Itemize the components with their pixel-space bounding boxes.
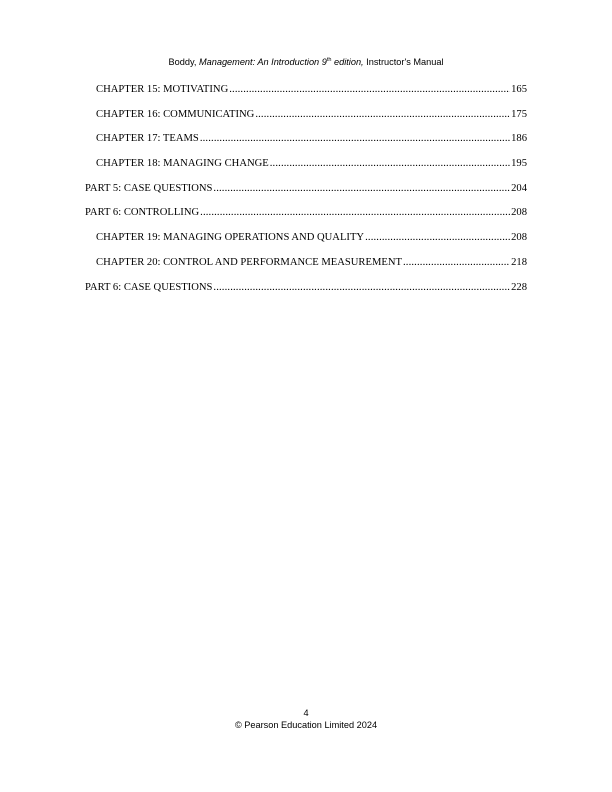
toc-dot-leader xyxy=(229,83,510,97)
toc-dot-leader xyxy=(200,206,510,220)
toc-entry-title: CHAPTER 17: TEAMS xyxy=(96,133,199,145)
toc-entry-page-number: 228 xyxy=(511,281,527,293)
toc-entry-title: PART 6: CASE QUESTIONS xyxy=(85,281,213,293)
toc-entry[interactable] xyxy=(85,157,527,182)
toc-entry[interactable] xyxy=(85,206,527,231)
toc-dot-leader xyxy=(200,132,510,146)
toc-entry-page-number: 186 xyxy=(511,133,527,145)
toc-dot-leader xyxy=(255,108,510,122)
toc-entry-page-number: 208 xyxy=(511,207,527,219)
toc-entry-page-number: 208 xyxy=(511,232,527,244)
header-edition-superscript: th xyxy=(326,57,332,63)
toc-entry[interactable] xyxy=(85,182,527,207)
header-book-title: Management: An Introduction 9 xyxy=(198,57,327,67)
toc-entry-page-number: 195 xyxy=(511,158,527,170)
toc-entry-page-number: 204 xyxy=(511,182,527,194)
page-footer xyxy=(0,708,612,731)
toc-entry[interactable] xyxy=(85,108,527,133)
table-of-contents xyxy=(85,83,527,305)
toc-entry-page-number: 218 xyxy=(511,256,527,268)
toc-dot-leader xyxy=(213,281,510,295)
page-number: 4 xyxy=(303,708,309,718)
toc-entry-title: CHAPTER 16: COMMUNICATING xyxy=(96,108,255,120)
toc-entry-title: PART 6: CONTROLLING xyxy=(85,207,200,219)
toc-entry-title: CHAPTER 15: MOTIVATING xyxy=(96,84,229,95)
toc-entry[interactable] xyxy=(85,281,527,306)
copyright-notice: © Pearson Education Limited 2024 xyxy=(234,719,378,730)
header-author: Boddy, xyxy=(168,57,199,67)
toc-entry-page-number: 165 xyxy=(511,84,527,95)
toc-dot-leader xyxy=(213,182,510,196)
toc-entry-title: CHAPTER 20: CONTROL AND PERFORMANCE MEASUREMENT xyxy=(96,256,402,268)
toc-entry-title: PART 5: CASE QUESTIONS xyxy=(85,182,213,194)
toc-entry[interactable] xyxy=(85,83,527,108)
toc-entry-title: CHAPTER 18: MANAGING CHANGE xyxy=(96,158,269,170)
header-edition: edition, xyxy=(331,57,364,67)
toc-dot-leader xyxy=(403,256,510,270)
toc-entry-title: CHAPTER 19: MANAGING OPERATIONS AND QUALITY xyxy=(96,232,365,244)
toc-dot-leader xyxy=(365,231,510,245)
running-header xyxy=(0,56,612,68)
toc-dot-leader xyxy=(270,157,510,171)
toc-entry[interactable] xyxy=(85,256,527,281)
header-suffix: Instructor's Manual xyxy=(363,57,444,67)
toc-entry[interactable] xyxy=(85,231,527,256)
toc-entry-page-number: 175 xyxy=(511,108,527,120)
toc-entry[interactable] xyxy=(85,132,527,157)
